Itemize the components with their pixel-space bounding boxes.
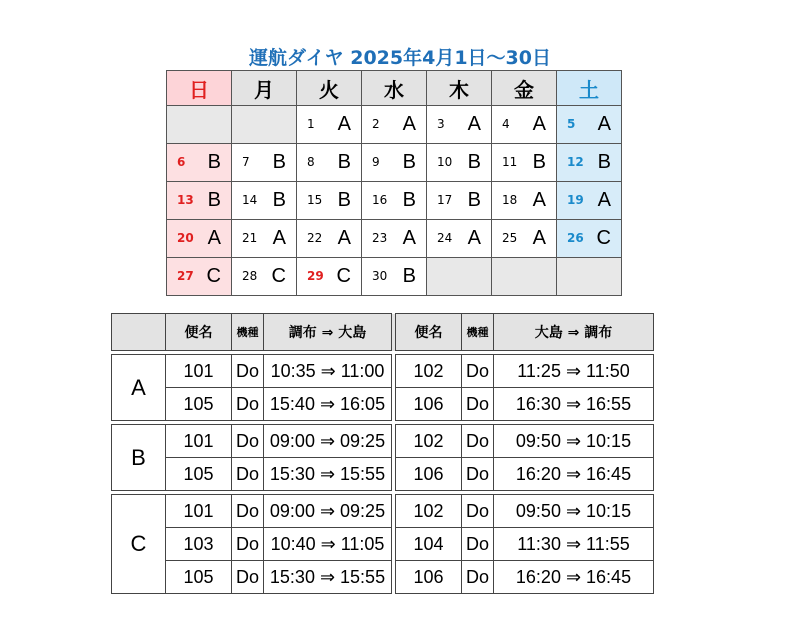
return-time: 16:30 ⇒ 16:55 [494,388,654,421]
calendar-day-cell [297,144,362,182]
day-pattern: B [402,151,416,173]
aircraft-type: Do [232,561,264,594]
return-time: 09:50 ⇒ 10:15 [494,495,654,528]
calendar-week-row [167,220,622,258]
calendar-day-cell [427,144,492,182]
calendar-day-cell [297,220,362,258]
calendar-day-cell [167,220,232,258]
return-time: 16:20 ⇒ 16:45 [494,561,654,594]
day-pattern: B [207,151,221,173]
calendar-week-row [167,182,622,220]
table-row [112,458,654,491]
aircraft-type: Do [232,388,264,421]
return-flight-number: 102 [396,355,462,388]
day-pattern: A [337,113,351,135]
flight-number: 101 [166,425,232,458]
return-aircraft-type: Do [462,458,494,491]
calendar-day-cell [492,106,557,144]
day-pattern: A [597,189,611,211]
day-number: 21 [242,231,258,245]
day-number: 29 [307,269,324,283]
day-number: 8 [307,155,315,169]
aircraft-type: Do [232,528,264,561]
return-time: 16:20 ⇒ 16:45 [494,458,654,491]
calendar-day-cell [232,182,297,220]
return-time: 11:25 ⇒ 11:50 [494,355,654,388]
departure-time: 15:40 ⇒ 16:05 [264,388,392,421]
departure-time: 15:30 ⇒ 15:55 [264,458,392,491]
table-row [112,495,654,528]
day-pattern: B [272,151,286,173]
return-time: 11:30 ⇒ 11:55 [494,528,654,561]
return-flight-number: 102 [396,425,462,458]
aircraft-type: Do [232,458,264,491]
day-pattern: A [467,113,481,135]
table-row [112,561,654,594]
flight-number: 105 [166,458,232,491]
day-number: 16 [372,193,388,207]
calendar-day-cell [427,182,492,220]
calendar-day-cell [557,106,622,144]
day-number: 23 [372,231,388,245]
timetable [111,313,654,594]
header-blank [112,314,166,351]
day-number: 14 [242,193,258,207]
calendar-empty-cell [232,106,297,144]
weekday-header: 水 [362,71,427,106]
day-number: 5 [567,117,576,131]
flight-number: 101 [166,495,232,528]
calendar-day-cell [557,182,622,220]
page-title: 運航ダイヤ 2025年4月1日～30日 [249,47,551,69]
header-out-route: 調布 ⇒ 大島 [264,314,392,351]
day-number: 2 [372,117,380,131]
day-number: 27 [177,269,194,283]
day-pattern: C [596,227,611,249]
table-row [112,425,654,458]
flight-number: 105 [166,388,232,421]
day-pattern: B [597,151,611,173]
calendar-empty-cell [557,258,622,296]
day-pattern: C [271,265,286,287]
day-pattern: A [402,227,416,249]
return-flight-number: 106 [396,458,462,491]
flight-number: 103 [166,528,232,561]
day-number: 9 [372,155,380,169]
day-number: 19 [567,193,584,207]
table-row [112,388,654,421]
aircraft-type: Do [232,425,264,458]
header-aircraft-return: 機種 [462,314,494,351]
header-aircraft: 機種 [232,314,264,351]
day-number: 30 [372,269,388,283]
day-number: 24 [437,231,453,245]
calendar-day-cell [362,106,427,144]
day-pattern: B [402,265,416,287]
day-number: 6 [177,155,186,169]
aircraft-type: Do [232,355,264,388]
day-pattern: C [206,265,221,287]
calendar-header-row [167,71,622,106]
calendar-day-cell [297,182,362,220]
day-pattern: B [337,151,351,173]
day-pattern: A [337,227,351,249]
day-number: 4 [502,117,510,131]
calendar-day-cell [232,144,297,182]
calendar-week-row [167,144,622,182]
day-number: 1 [307,117,315,131]
day-number: 7 [242,155,250,169]
table-row [112,528,654,561]
return-flight-number: 106 [396,561,462,594]
calendar-day-cell [427,106,492,144]
header-flight: 便名 [166,314,232,351]
calendar-week-row [167,258,622,296]
day-number: 11 [502,155,518,169]
day-pattern: A [532,227,546,249]
calendar-day-cell [167,182,232,220]
day-pattern: A [597,113,611,135]
day-number: 28 [242,269,258,283]
weekday-header: 金 [492,71,557,106]
day-pattern: B [337,189,351,211]
flight-number: 101 [166,355,232,388]
calendar-day-cell [232,258,297,296]
weekday-header: 火 [297,71,362,106]
return-flight-number: 104 [396,528,462,561]
calendar-day-cell [362,220,427,258]
calendar-week-row [167,106,622,144]
day-number: 18 [502,193,518,207]
table-row [112,355,654,388]
departure-time: 09:00 ⇒ 09:25 [264,495,392,528]
header-flight-return: 便名 [396,314,462,351]
calendar-day-cell [297,258,362,296]
day-pattern: B [207,189,221,211]
return-aircraft-type: Do [462,425,494,458]
calendar-day-cell [557,144,622,182]
day-number: 12 [567,155,584,169]
day-pattern: B [467,189,481,211]
departure-time: 10:35 ⇒ 11:00 [264,355,392,388]
calendar-day-cell [492,144,557,182]
calendar-day-cell [167,144,232,182]
day-pattern: A [532,189,546,211]
weekday-header: 木 [427,71,492,106]
day-number: 10 [437,155,453,169]
departure-time: 09:00 ⇒ 09:25 [264,425,392,458]
calendar-day-cell [167,258,232,296]
return-aircraft-type: Do [462,388,494,421]
return-aircraft-type: Do [462,495,494,528]
calendar-day-cell [362,182,427,220]
day-pattern: B [467,151,481,173]
day-pattern: B [402,189,416,211]
calendar-day-cell [427,220,492,258]
day-pattern: A [467,227,481,249]
aircraft-type: Do [232,495,264,528]
day-number: 25 [502,231,518,245]
day-pattern: A [532,113,546,135]
day-number: 3 [437,117,445,131]
day-pattern: A [207,227,221,249]
return-aircraft-type: Do [462,355,494,388]
weekday-header: 日 [167,71,232,106]
calendar-day-cell [492,182,557,220]
calendar-table [166,70,622,296]
timetable-header-row [112,314,654,351]
calendar-empty-cell [427,258,492,296]
weekday-header: 月 [232,71,297,106]
weekday-header: 土 [557,71,622,106]
calendar-day-cell [297,106,362,144]
return-flight-number: 102 [396,495,462,528]
day-number: 22 [307,231,323,245]
return-aircraft-type: Do [462,528,494,561]
day-number: 17 [437,193,453,207]
header-ret-route: 大島 ⇒ 調布 [494,314,654,351]
day-number: 13 [177,193,194,207]
calendar-day-cell [362,258,427,296]
day-pattern: B [532,151,546,173]
day-number: 20 [177,231,194,245]
calendar-empty-cell [492,258,557,296]
calendar-empty-cell [167,106,232,144]
day-pattern: A [402,113,416,135]
return-time: 09:50 ⇒ 10:15 [494,425,654,458]
return-aircraft-type: Do [462,561,494,594]
day-number: 15 [307,193,323,207]
departure-time: 10:40 ⇒ 11:05 [264,528,392,561]
day-number: 26 [567,231,584,245]
calendar-day-cell [557,220,622,258]
pattern-label: C [112,495,166,594]
calendar-day-cell [492,220,557,258]
pattern-label: A [112,355,166,421]
return-flight-number: 106 [396,388,462,421]
departure-time: 15:30 ⇒ 15:55 [264,561,392,594]
flight-number: 105 [166,561,232,594]
day-pattern: C [336,265,351,287]
pattern-label: B [112,425,166,491]
calendar-day-cell [232,220,297,258]
day-pattern: A [272,227,286,249]
calendar-day-cell [362,144,427,182]
day-pattern: B [272,189,286,211]
